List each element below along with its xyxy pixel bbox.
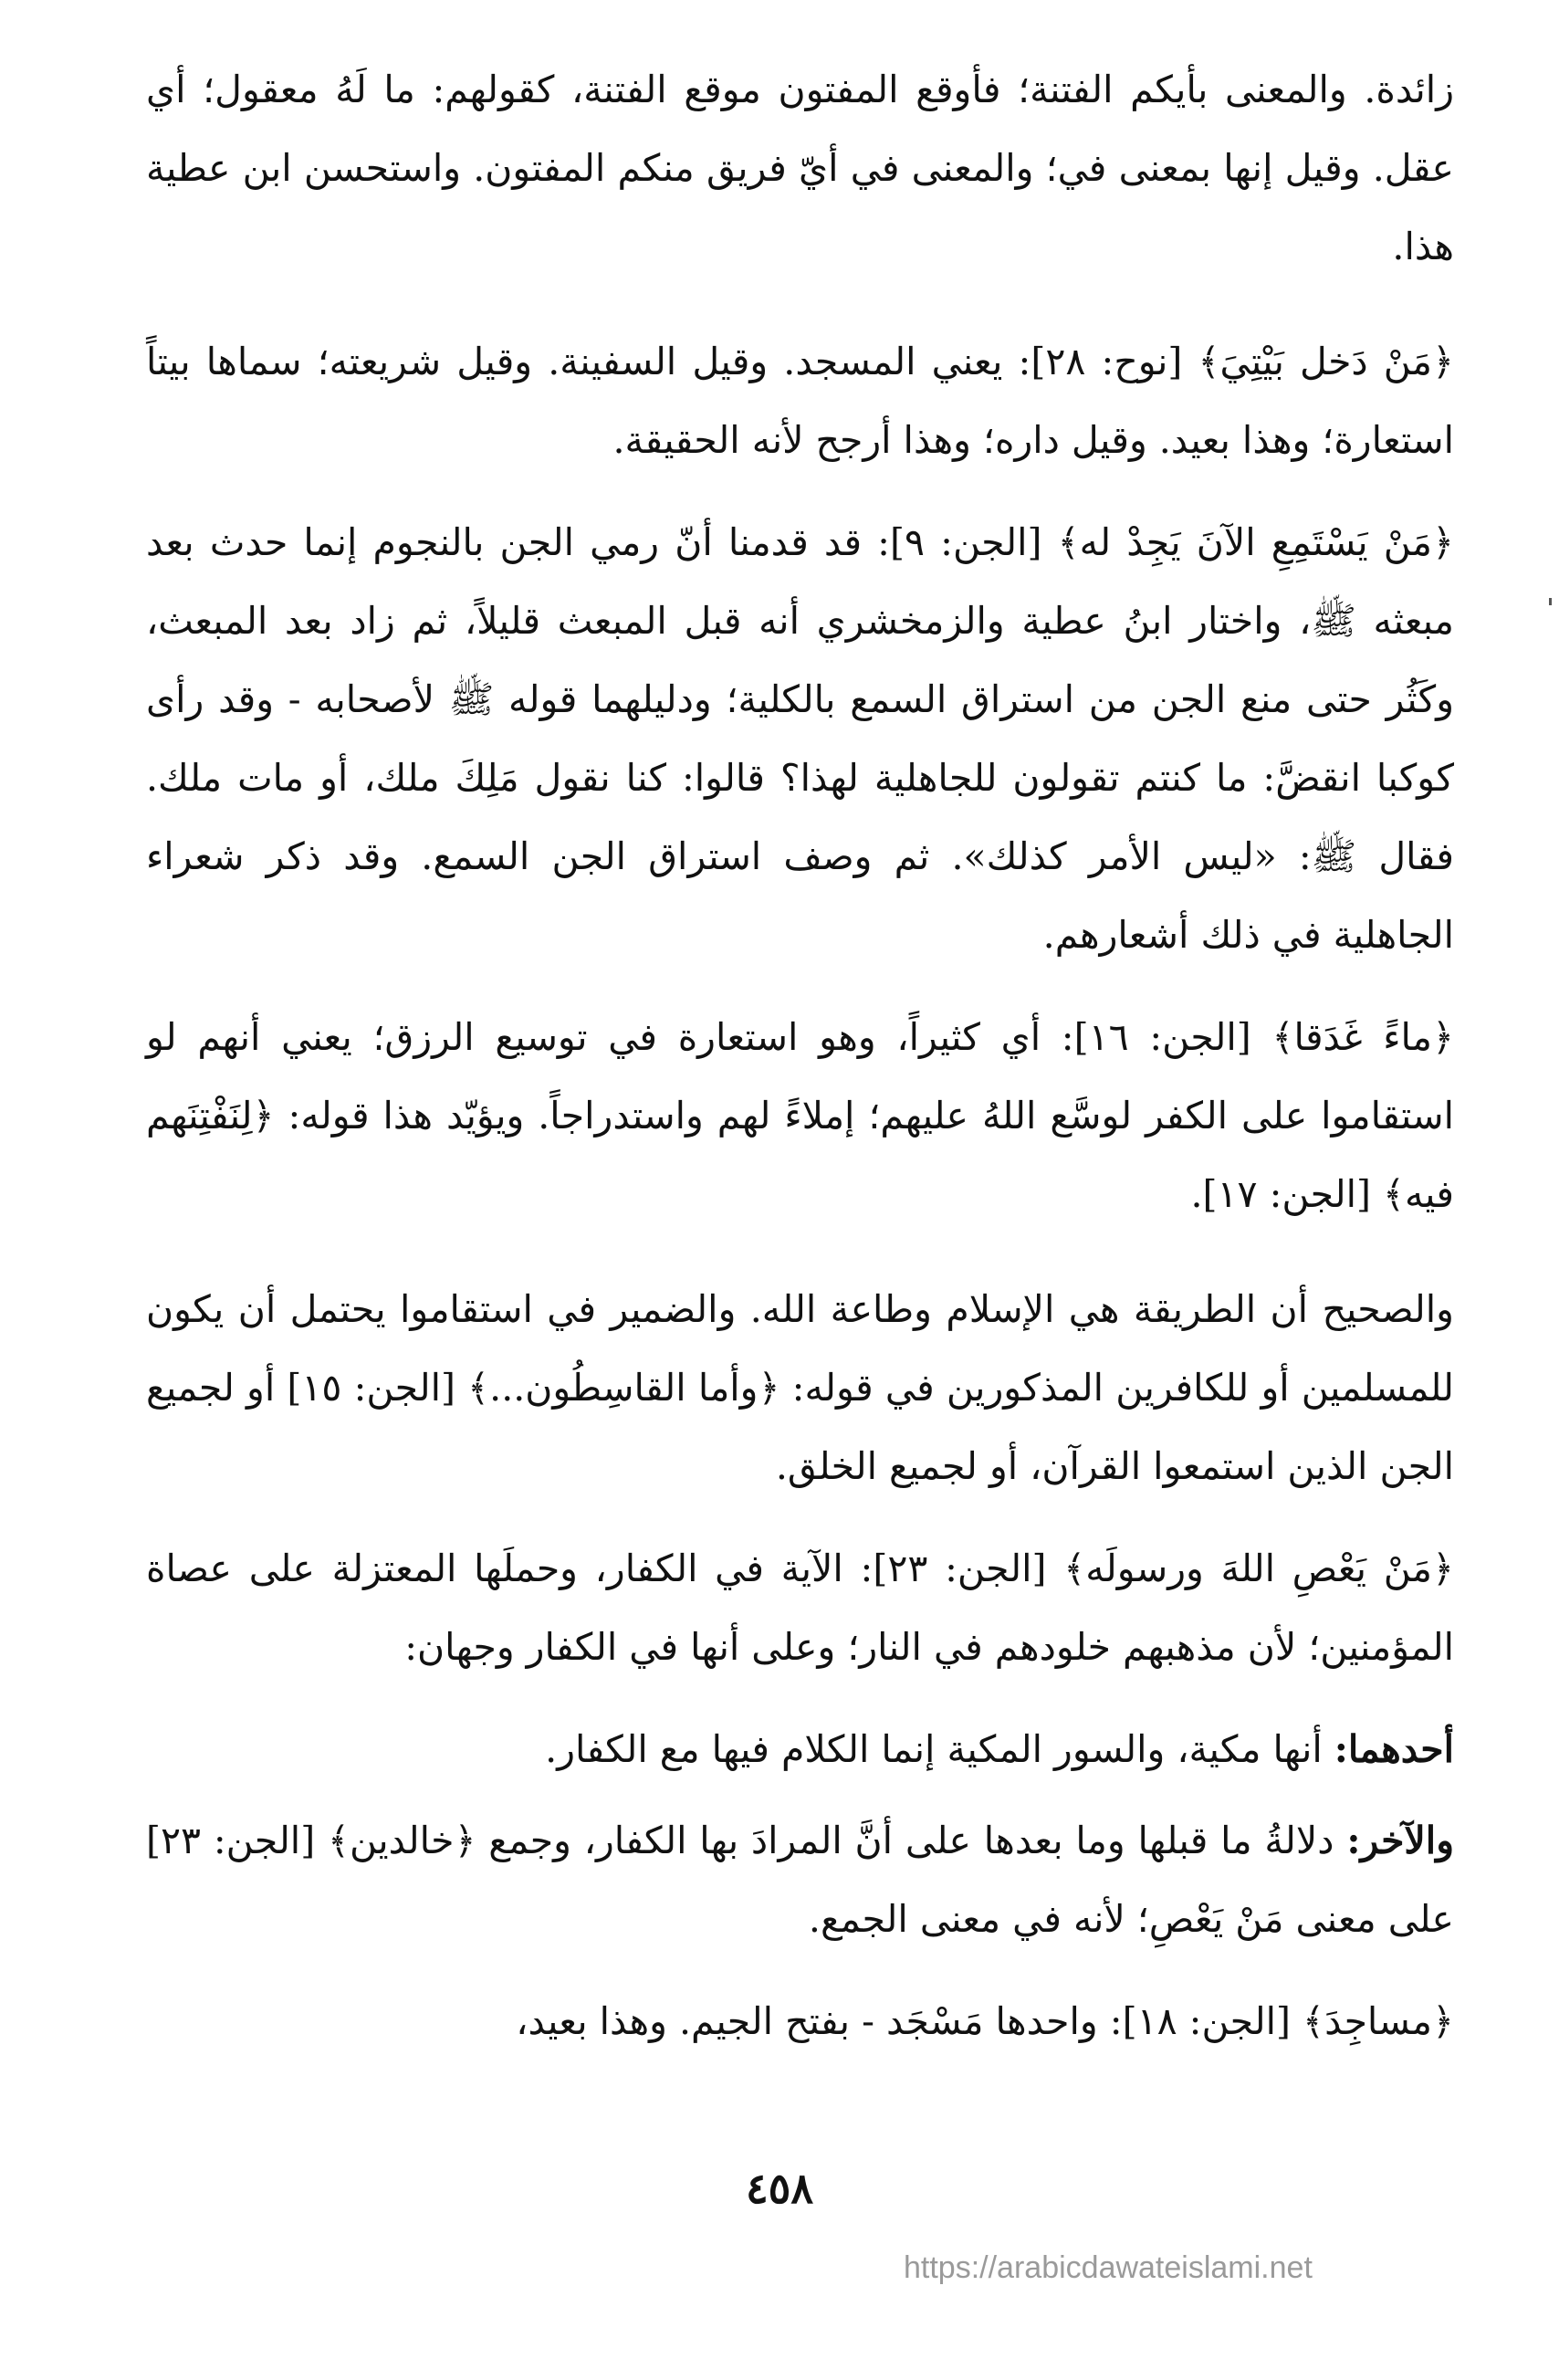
paragraph-7 (146, 1710, 1454, 1788)
paragraph-text: ﴿مَنْ يَعْصِ اللهَ ورسولَه﴾ [الجن: ٢٣]: الآية في الكفار، وحملَها المعتزلة على عصاة المؤمنين؛ لأن مذهبهم خلودهم في النار؛ وعلى أنها في الكفار وجهان: (146, 1546, 1454, 1669)
paragraph-lead: والآخر: (1346, 1819, 1454, 1862)
paragraph-text: زائدة. والمعنى بأيكم الفتنة؛ فأوقع المفتون موقع الفتنة، كقولهم: ما لَهُ معقول؛ أي عقل. وقيل إنها بمعنى في؛ والمعنى في أيّ فريق منكم المفتون. واستحسن ابن عطية هذا. (146, 68, 1454, 268)
paragraph-text: ﴿مساجِدَ﴾ [الجن: ١٨]: واحدها مَسْجَد - بفتح الجيم. وهذا بعيد، (516, 1999, 1454, 2043)
page-body (146, 50, 1454, 2084)
paragraph-5 (146, 1270, 1454, 1505)
paragraph-text: أنها مكية، والسور المكية إنما الكلام فيها مع الكفار. (545, 1727, 1334, 1771)
paragraph-1 (146, 50, 1454, 286)
paragraph-3 (146, 503, 1454, 974)
paragraph-9 (146, 1982, 1454, 2060)
paragraph-text: دلالةُ ما قبلها وما بعدها على أنَّ المرادَ بها الكفار، وجمع ﴿خالدين﴾ [الجن: ٢٣] على معنى مَنْ يَعْصِ؛ لأنه في معنى الجمع. (146, 1819, 1454, 1941)
paragraph-2 (146, 322, 1454, 479)
watermark-url: https://arabicdawateislami.net (904, 2250, 1313, 2285)
paragraph-6 (146, 1529, 1454, 1686)
paragraph-text: والصحيح أن الطريقة هي الإسلام وطاعة الله. والضمير في استقاموا يحتمل أن يكون للمسلمين أو للكافرين المذكورين في قوله: ﴿وأما القاسِطُون...﴾ [الجن: ١٥] أو لجميع الجن الذين استمعوا القرآن، أو لجميع الخلق. (146, 1287, 1454, 1488)
margin-mark (1549, 598, 1552, 605)
paragraph-text: ﴿ماءً غَدَقا﴾ [الجن: ١٦]: أي كثيراً، وهو استعارة في توسيع الرزق؛ يعني أنهم لو استقاموا على الكفر لوسَّع اللهُ عليهم؛ إملاءً لهم واستدراجاً. ويؤيّد هذا قوله: ﴿لِنَفْتِنَهم فيه﴾ [الجن: ١٧]. (146, 1015, 1454, 1216)
page-number: ٤٥٨ (745, 2164, 814, 2213)
paragraph-8 (146, 1801, 1454, 1958)
paragraph-4 (146, 998, 1454, 1233)
paragraph-text: ﴿مَنْ يَسْتَمِعِ الآنَ يَجِدْ له﴾ [الجن: ٩]: قد قدمنا أنّ رمي الجن بالنجوم إنما حدث بعد مبعثه ﷺ، واختار ابنُ عطية والزمخشري أنه قبل المبعث قليلاً، ثم زاد بعد المبعث، وكَثُر حتى منع الجن من استراق السمع بالكلية؛ ودليلهما قوله ﷺ لأصحابه - وقد رأى كوكبا انقضَّ: ما كنتم تقولون للجاهلية لهذا؟ قالوا: كنا نقول مَلِكَ ملك، أو مات ملك. فقال ﷺ: «ليس الأمر كذلك». ثم وصف استراق الجن السمع. وقد ذكر شعراء الجاهلية في ذلك أشعارهم. (146, 520, 1454, 957)
paragraph-lead: أحدهما: (1334, 1727, 1454, 1771)
paragraph-text: ﴿مَنْ دَخل بَيْتِيَ﴾ [نوح: ٢٨]: يعني المسجد. وقيل السفينة. وقيل شريعته؛ سماها بيتاً استعارة؛ وهذا بعيد. وقيل داره؛ وهذا أرجح لأنه الحقيقة. (146, 340, 1455, 462)
